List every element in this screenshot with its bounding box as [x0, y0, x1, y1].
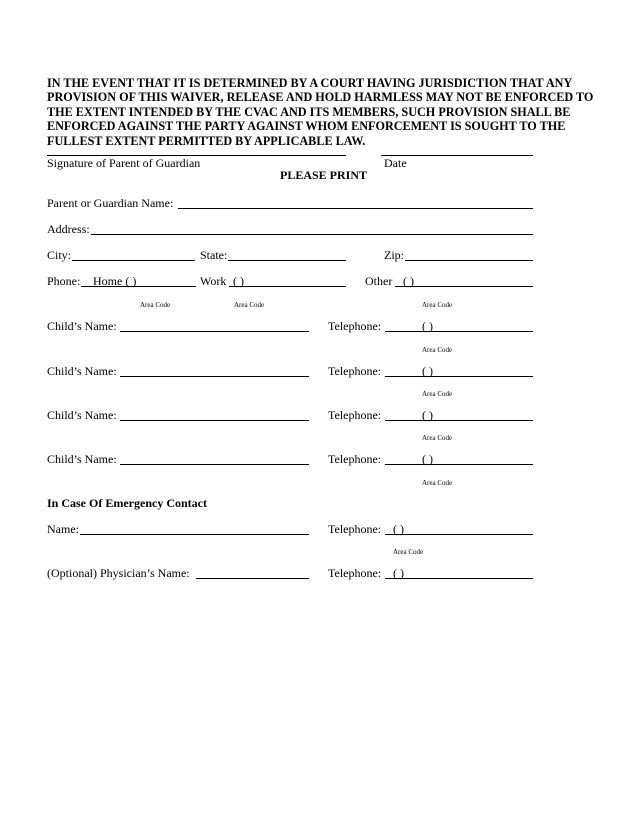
area-code-caption: Area Code — [234, 301, 265, 309]
child-telephone-label: Telephone: — [328, 408, 382, 422]
child-name-label: Child’s Name: — [47, 364, 117, 378]
child-telephone-label: Telephone: — [328, 452, 382, 466]
physician-name-field[interactable] — [196, 578, 309, 579]
child-name-field[interactable] — [120, 376, 309, 377]
area-code-caption: Area Code — [422, 390, 453, 398]
address-field[interactable] — [91, 234, 533, 235]
child-name-label: Child’s Name: — [47, 408, 117, 422]
address-label: Address: — [47, 222, 90, 236]
signature-label: Signature of Parent of Guardian — [47, 156, 201, 170]
emergency-telephone-field[interactable] — [385, 534, 533, 535]
child-telephone-label: Telephone: — [328, 364, 382, 378]
child-telephone-paren: ( ) — [422, 364, 433, 378]
area-code-caption: Area Code — [422, 346, 453, 354]
child-telephone-field[interactable] — [385, 376, 533, 377]
child-telephone-field[interactable] — [385, 464, 533, 465]
work-label: Work — [200, 274, 227, 288]
physician-telephone-label: Telephone: — [328, 566, 382, 580]
area-code-caption: Area Code — [140, 301, 171, 309]
other-label: Other — [365, 274, 393, 288]
zip-label: Zip: — [384, 248, 404, 262]
zip-field[interactable] — [405, 260, 533, 261]
work-phone-paren: ( ) — [233, 274, 244, 288]
work-phone-field[interactable] — [229, 286, 346, 287]
child-name-field[interactable] — [120, 331, 309, 332]
physician-name-label: (Optional) Physician’s Name: — [47, 566, 190, 580]
state-field[interactable] — [228, 260, 346, 261]
child-telephone-field[interactable] — [385, 420, 533, 421]
waiver-clause: IN THE EVENT THAT IT IS DETERMINED BY A COURT HAVING JURISDICTION THAT ANY PROVISION OF THIS WAIVER, RELEASE AND HOLD HARMLESS MAY NOT BE ENFORCED TO THE EXTENT INTENDED BY THE CVAC AND ITS MEMBERS, SUCH PROVISION SHALL BE ENFORCED AGAINST THE PARTY AGAINST WHOM ENFORCEMENT IS SOUGHT TO THE FULLEST EXTENT PERMITTED BY APPLICABLE LAW. — [47, 76, 594, 148]
please-print-heading: PLEASE PRINT — [280, 168, 368, 182]
city-field[interactable] — [72, 260, 195, 261]
emergency-name-field[interactable] — [80, 534, 309, 535]
area-code-caption: Area Code — [422, 301, 453, 309]
phone-label: Phone: — [47, 274, 81, 288]
guardian-name-field[interactable] — [178, 208, 533, 209]
home-phone-text: Home ( ) — [93, 274, 137, 288]
physician-telephone-paren: ( ) — [393, 566, 404, 580]
city-label: City: — [47, 248, 72, 262]
guardian-name-label: Parent or Guardian Name: — [47, 196, 174, 210]
child-telephone-paren: ( ) — [422, 452, 433, 466]
child-name-field[interactable] — [120, 420, 309, 421]
date-label: Date — [384, 156, 407, 170]
emergency-heading: In Case Of Emergency Contact — [47, 496, 207, 510]
child-telephone-paren: ( ) — [422, 408, 433, 422]
emergency-telephone-paren: ( ) — [393, 522, 404, 536]
area-code-caption: Area Code — [422, 479, 453, 487]
emergency-name-label: Name: — [47, 522, 79, 536]
child-telephone-paren: ( ) — [422, 319, 433, 333]
child-name-label: Child’s Name: — [47, 319, 117, 333]
child-telephone-label: Telephone: — [328, 319, 382, 333]
child-telephone-field[interactable] — [385, 331, 533, 332]
physician-telephone-field[interactable] — [385, 578, 533, 579]
area-code-caption: Area Code — [422, 434, 453, 442]
other-phone-paren: ( ) — [403, 274, 414, 288]
state-label: State: — [200, 248, 228, 262]
child-name-field[interactable] — [120, 464, 309, 465]
other-phone-field[interactable] — [395, 286, 533, 287]
emergency-telephone-label: Telephone: — [328, 522, 382, 536]
child-name-label: Child’s Name: — [47, 452, 117, 466]
area-code-caption: Area Code — [393, 548, 424, 556]
